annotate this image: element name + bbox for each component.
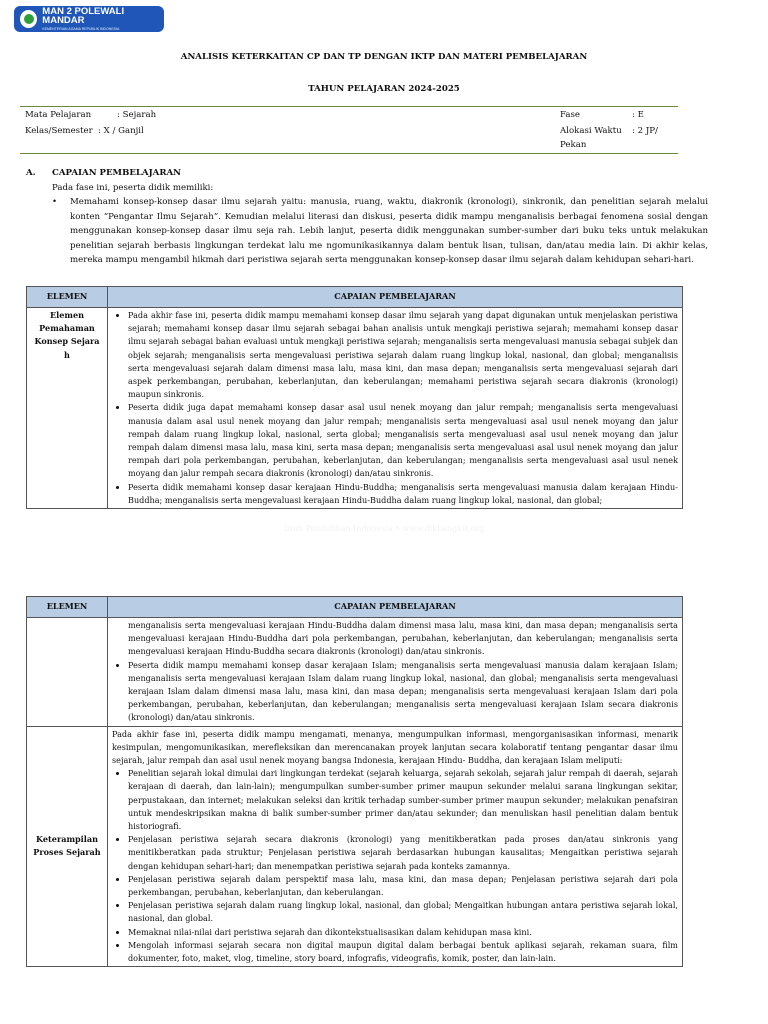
cp-table-2 bbox=[26, 596, 683, 967]
header-elemen: ELEMEN bbox=[27, 597, 108, 618]
logo-name: MAN 2 POLEWALI MANDAR bbox=[42, 5, 125, 27]
cp-continued: menganalisis serta mengevaluasi kerajaan Hindu-Buddha dalam dimensi masa lalu, masa kini, dan masa depan; menganalisis serta mengevaluasi kerajaan Hindu-Buddha dari pola perkembangan, perubahan, keberlanjutan, dan keberulangan; menganalisis serta mengevaluasi kerajaan Hindu-Buddha secara diakronis (kronologi) dan/atau sinkronis. bbox=[128, 620, 678, 657]
cp-bullet: • Peserta didik memahami konsep dasar kerajaan Hindu-Buddha; menganalisis serta mengevaluasi manusia dalam kerajaan Hindu-Buddha; menganalisis serta mengevaluasi kerajaan Hindu-Buddha dalam ruang lingkup lokal, nasional, dan global; bbox=[128, 481, 678, 507]
cp-bullet: • Penelitian sejarah lokal dimulai dari lingkungan terdekat (sejarah keluarga, sejarah sekolah, sejarah jalur rempah di daerah, sejarah kerajaan di daerah, dan lain-lain); mengumpulkan sumber-sumber primer maupun sekunder melalui sarana lingkungan sekitar, perpustakaan, dan internet; melakukan seleksi dan kritik terhadap sumber-sumber primer maupun sekunder; melakukan penafsiran untuk mendeskripsikan makna di balik sumber-sumber primer dan/atau sekunder; dan menuliskan hasil penelitian dalam bentuk historiografi. bbox=[128, 767, 678, 833]
section-bullet bbox=[52, 195, 708, 268]
header-elemen: ELEMEN bbox=[27, 287, 108, 308]
watermark: from Pendidikan Indonesia • www.dikbangkit.org bbox=[283, 524, 485, 533]
section-a bbox=[26, 166, 708, 268]
mapel-value: : Sejarah bbox=[117, 110, 157, 120]
alokasi-value: : 2 JP/ bbox=[632, 126, 658, 136]
header-capaian: CAPAIAN PEMBELAJARAN bbox=[108, 287, 683, 308]
cp-bullet: • Pada akhir fase ini, peserta didik mampu memahami konsep dasar ilmu sejarah yang dapat digunakan untuk menjelaskan peristiwa sejarah; memahami konsep dasar ilmu sejarah sebagai bahan analisis untuk mengkaji peristiwa sejarah; memahami konsep dasar ilmu sejarah sebagai bahan evaluasi untuk mengkaji peristiwa sejarah; menganalisis serta mengevaluasi manusia sebagai subjek dan objek sejarah; menganalisis serta mengevaluasi peristiwa sejarah dalam ruang lingkup lokal, nasional, dan global; menganalisis serta mengevaluasi sejarah dalam dimensi masa lalu, masa kini, dan masa depan; menganalisis serta mengevaluasi sejarah dari aspek perkembangan, perubahan, keberlanjutan, dan keberulangan; memahami peristiwa sejarah secara diakronis (kronologi) maupun sinkronis. bbox=[128, 309, 678, 401]
header-capaian: CAPAIAN PEMBELAJARAN bbox=[108, 597, 683, 618]
cp-bullet: • Mengolah informasi sejarah secara non digital maupun digital dalam berbagai bentuk aplikasi sejarah, rekaman suara, film dokumenter, foto, maket, vlog, timeline, story board, infografis, videografis, komik, poster, dan lain-lain. bbox=[128, 939, 678, 965]
seal-icon bbox=[20, 10, 37, 28]
cp-bullet: • Penjelasan peristiwa sejarah secara diakronis (kronologi) yang menitikberatkan pada proses dan/atau sinkronis yang menitikberatkan pada struktur; Penjelasan peristiwa sejarah berdasarkan hubungan kausalitas; Mengaitkan peristiwa sejarah dengan kehidupan sehari-hari; dan menempatkan peristiwa sejarah pada konteks zamannya. bbox=[128, 833, 678, 873]
fase-value: : E bbox=[632, 110, 644, 120]
element-keterampilan: Keterampilan Proses Sejarah bbox=[27, 726, 108, 967]
logo-sub: KEMENTERIAN AGAMA REPUBLIK INDONESIA bbox=[42, 26, 120, 31]
element-pemahaman: Elemen Pemahaman Konsep Sejara h bbox=[27, 308, 108, 509]
info-block bbox=[20, 106, 678, 154]
kelas-label: Kelas/Semester bbox=[25, 126, 93, 136]
cp-table-1 bbox=[26, 286, 683, 509]
document-year: TAHUN PELAJARAN 2024-2025 bbox=[308, 84, 460, 94]
fase-label: Fase bbox=[560, 110, 580, 120]
document-title: ANALISIS KETERKAITAN CP DAN TP DENGAN IKTP DAN MATERI PEMBELAJARAN bbox=[180, 52, 588, 62]
section-title: CAPAIAN PEMBELAJARAN bbox=[52, 168, 181, 178]
section-number: A. bbox=[26, 168, 36, 178]
cp-bullet: • Peserta didik mampu memahami konsep dasar kerajaan Islam; menganalisis serta mengevaluasi manusia dalam kerajaan Islam; menganalisis serta mengevaluasi kerajaan Islam dalam ruang lingkup lokal, nasional, dan global; menganalisis serta mengevaluasi kerajaan Islam dalam dimensi masa lalu, masa kini, dan masa depan; menganalisis serta mengevaluasi kerajaan Islam dari pola perkembangan, perubahan, keberlanjutan, dan keberulangan; menganalisis serta mengevaluasi kerajaan Islam secara diakronis (kronologi) dan/atau sinkronis. bbox=[128, 659, 678, 725]
bullet-icon: • bbox=[52, 197, 58, 207]
kelas-value: : X / Ganjil bbox=[98, 126, 144, 136]
alokasi-label: Alokasi Waktu bbox=[560, 126, 622, 136]
cp-bullet: • Penjelasan peristiwa sejarah dalam ruang lingkup lokal, nasional, dan global; Mengaitkan hubungan antara peristiwa sejarah lokal, nasional, dan global. bbox=[128, 899, 678, 925]
keterampilan-intro: Pada akhir fase ini, peserta didik mampu mengamati, menanya, mengumpulkan informasi, mengorganisasikan informasi, menarik kesimpulan, mengomunikasikan, merefleksikan dan merencanakan proyek lanjutan secara kolaboratif tentang pengantar dasar ilmu sejarah, jalur rempah dan asal usul nenek moyang bangsa Indonesia, kerajaan Hindu- Buddha, dan kerajaan Islam meliputi: bbox=[112, 728, 678, 766]
cp-bullet: • Memaknai nilai-nilai dari peristiwa sejarah dan dikontekstualisasikan dalam kehidupan masa kini. bbox=[128, 926, 678, 939]
mapel-label: Mata Pelajaran bbox=[25, 110, 92, 120]
cp-bullet: • Penjelasan peristiwa sejarah dalam perspektif masa lalu, masa kini, dan masa depan; Penjelasan peristiwa sejarah dari pola perkembangan, perubahan, keberlanjutan, dan keberulangan. bbox=[128, 873, 678, 899]
element-continued bbox=[27, 618, 108, 727]
section-bullet-text: Memahami konsep-konsep dasar ilmu sejarah yaitu: manusia, ruang, waktu, diakronik (kronologi), sinkronik, dan penelitian sejarah melalui konten “Pengantar Ilmu Sejarah”. Kemudian melalui literasi dan diskusi, peserta didik mampu menganalisis berbagai fenomena sosial dengan menggunakan konsep-konsep dasar ilmu seja rah. Lebih lanjut, peserta didik menggunakan sumber-sumber dari buku teks untuk melakukan penelitian sejarah berbasis lingkungan terdekat lalu me ngomunikasikannya dalam bentuk lisan, tulisan, dan/atau media lain. Di akhir kelas, mereka mampu mengambil hikmah dari peristiwa sejarah serta menggunakan konsep-konsep dasar ilmu sejarah dalam kehidupan sehari-hari. bbox=[70, 197, 708, 265]
alokasi-value-2: Pekan bbox=[560, 140, 587, 150]
school-logo bbox=[14, 6, 164, 32]
cp-bullet: • Peserta didik juga dapat memahami konsep dasar asal usul nenek moyang dan jalur rempah; menganalisis serta mengevaluasi manusia dalam asal usul nenek moyang dan jalur rempah; menganalisis serta mengevaluasi asal usul nenek moyang dan jalur rempah dalam ruang lingkup lokal, nasional, serta global; menganalisis serta mengevaluasi asal usul nenek moyang dan jalur rempah dalam dimensi masa lalu, masa kini, serta masa depan; menganalisis serta mengevaluasi asal usul nenek moyang dan jalur rempah dari pola perkembangan, perubahan, keberlanjutan, dan keberulangan; menganalisis serta mengevaluasi asal usul nenek moyang dan jalur rempah secara diakronis (kronologi) dan/atau sinkronis. bbox=[128, 401, 678, 480]
section-lead: Pada fase ini, peserta didik memiliki: bbox=[52, 182, 214, 193]
